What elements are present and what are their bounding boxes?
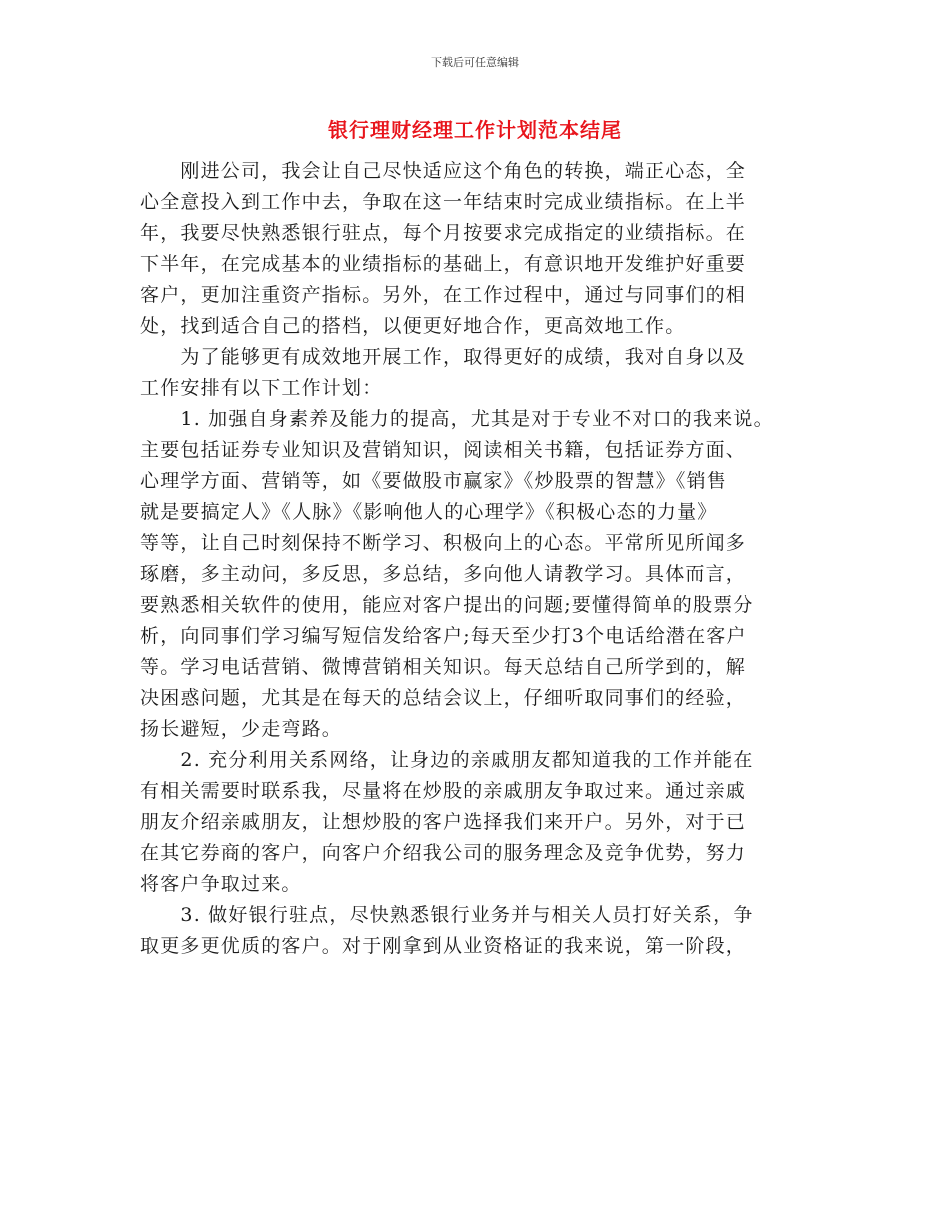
- text-line: 将客户争取过来。: [140, 873, 302, 895]
- text-line: 等等，让自己时刻保持不断学习、积极向上的心态。平常所见所闻多: [140, 532, 747, 554]
- text-line: 就是要搞定人》《人脉》《影响他人的心理学》《积极心态的力量》: [140, 501, 718, 523]
- text-line: 心全意投入到工作中去，争取在这一年结束时完成业绩指标。在上半: [140, 191, 747, 213]
- document-title: 银行理财经理工作计划范本结尾: [328, 118, 622, 142]
- text-line: 1. 加强自身素养及能力的提高，尤其是对于专业不对口的我来说。: [140, 408, 774, 430]
- text-line: 客户，更加注重资产指标。另外，在工作过程中，通过与同事们的相: [140, 284, 747, 306]
- text-line: 为了能够更有成效地开展工作，取得更好的成绩，我对自身以及: [140, 346, 747, 368]
- text-line: 年，我要尽快熟悉银行驻点，每个月按要求完成指定的业绩指标。在: [140, 222, 747, 244]
- text-line: 心理学方面、营销等，如《要做股市赢家》《炒股票的智慧》《销售: [140, 470, 728, 492]
- text-line: 析，向同事们学习编写短信发给客户;每天至少打3个电话给潜在客户: [140, 625, 747, 647]
- text-line: 扬长避短，少走弯路。: [140, 718, 343, 740]
- text-line: 朋友介绍亲戚朋友，让想炒股的客户选择我们来开户。另外，对于已: [140, 811, 747, 833]
- text-line: 工作安排有以下工作计划：: [140, 377, 383, 399]
- text-line: 下半年，在完成基本的业绩指标的基础上，有意识地开发维护好重要: [140, 253, 747, 275]
- text-line: 取更多更优质的客户。对于刚拿到从业资格证的我来说，第一阶段，: [140, 935, 747, 957]
- page-header: 下载后可任意编辑: [431, 56, 519, 69]
- text-line: 琢磨，多主动问，多反思，多总结，多向他人请教学习。具体而言，: [140, 563, 747, 585]
- text-line: 等。学习电话营销、微博营销相关知识。每天总结自己所学到的，解: [140, 656, 747, 678]
- text-line: 3. 做好银行驻点，尽快熟悉银行业务并与相关人员打好关系，争: [140, 904, 754, 926]
- text-line: 主要包括证券专业知识及营销知识，阅读相关书籍，包括证券方面、: [140, 439, 747, 461]
- text-line: 在其它券商的客户，向客户介绍我公司的服务理念及竞争优势，努力: [140, 842, 747, 864]
- text-line: 处，找到适合自己的搭档，以便更好地合作，更高效地工作。: [140, 315, 686, 337]
- text-line: 有相关需要时联系我，尽量将在炒股的亲戚朋友争取过来。通过亲戚: [140, 780, 747, 802]
- text-line: 2. 充分利用关系网络，让身边的亲戚朋友都知道我的工作并能在: [140, 749, 754, 771]
- text-line: 要熟悉相关软件的使用，能应对客户提出的问题;要懂得简单的股票分: [140, 594, 754, 616]
- text-line: 决困惑问题，尤其是在每天的总结会议上，仔细听取同事们的经验，: [140, 687, 747, 709]
- text-line: 刚进公司，我会让自己尽快适应这个角色的转换，端正心态，全: [140, 160, 747, 182]
- document-body: [140, 156, 830, 962]
